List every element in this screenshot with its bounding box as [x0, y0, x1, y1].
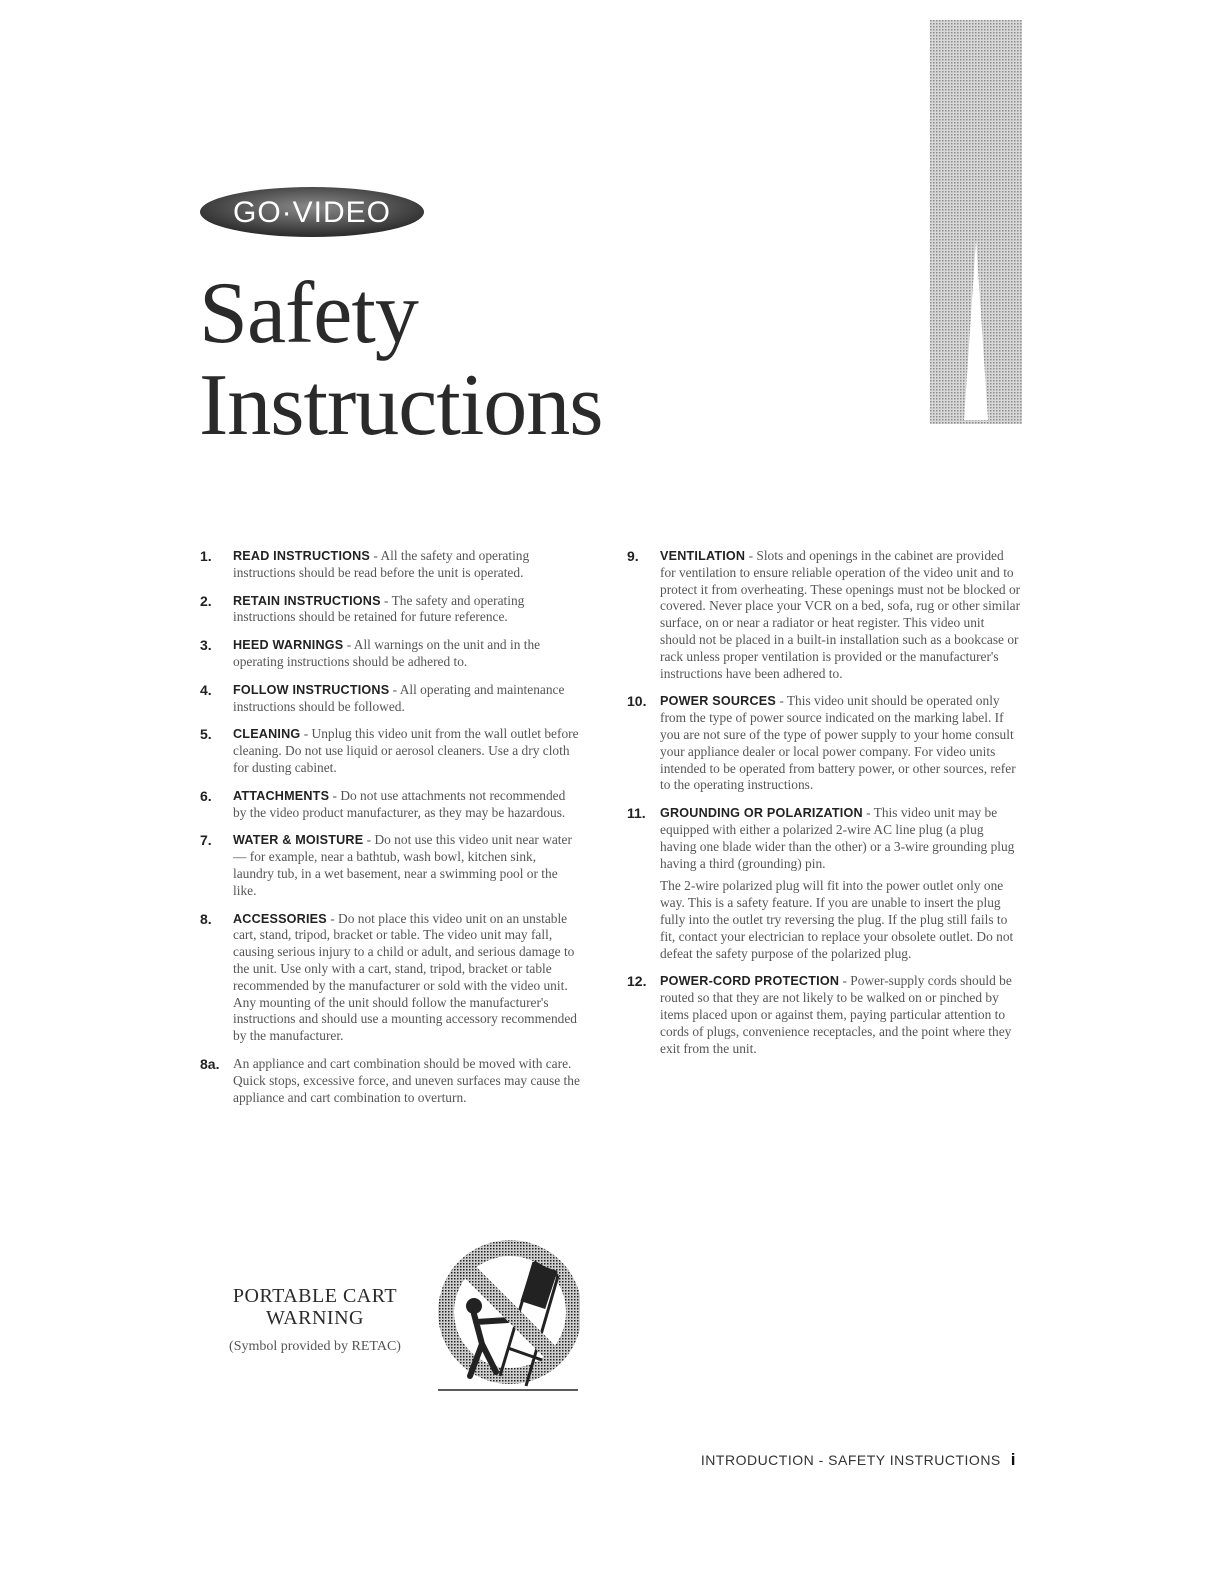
list-item	[627, 805, 1022, 872]
item-number: 12.	[627, 973, 647, 990]
item-number: 7.	[200, 832, 212, 849]
logo-text: GO·VIDEO	[232, 196, 392, 229]
item-text: - This video unit should be operated only from the type of power source indicated on the marking label. If you are not sure of the type of power supply to your home consult your appliance dealer or local power company. For video units intended to be operated from battery power, or other sources, refer to the operating instructions.	[660, 693, 1016, 793]
list-item	[200, 726, 580, 776]
item-number: 8a.	[200, 1055, 220, 1072]
item-text: - Do not use attachments not recommended by the video product manufacturer, as they may be hazardous.	[233, 787, 566, 820]
item-heading: READ INSTRUCTIONS	[233, 549, 371, 563]
portable-cart-warning	[205, 1285, 425, 1355]
item-heading: POWER SOURCES	[660, 694, 776, 709]
title-line-1: Safety	[199, 265, 418, 362]
item-number: 8.	[200, 910, 212, 927]
left-column	[200, 548, 580, 1117]
item-heading: HEED WARNINGS	[233, 638, 344, 653]
item-text: An appliance and cart combination should be moved with care. Quick stops, excessive force, and uneven surfaces may cause the appliance and cart combination to overturn.	[233, 1055, 580, 1105]
item-heading: GROUNDING OR POLARIZATION	[660, 806, 863, 821]
item-paragraph: The 2-wire polarized plug will fit into the power outlet only one way. This is a safety feature. If you are unable to insert the plug fully into the outlet try reversing the plug. If the plug still fails to fit, contact your electrician to replace your obsolete outlet. Do not defeat the safety purpose of the polarized plug.	[660, 878, 1014, 961]
list-item	[200, 911, 580, 1045]
item-number: 6.	[200, 787, 212, 804]
list-item	[627, 548, 1022, 682]
list-item	[627, 693, 1022, 794]
item-heading: CLEANING	[233, 727, 301, 742]
cart-warning-credit: (Symbol provided by RETAC)	[229, 1339, 401, 1354]
list-item	[200, 548, 580, 582]
item-heading: WATER & MOISTURE	[233, 833, 364, 848]
list-item	[200, 593, 580, 627]
list-item	[627, 973, 1022, 1057]
item-heading: POWER-CORD PROTECTION	[660, 974, 840, 989]
item-text: - Slots and openings in the cabinet are provided for ventilation to ensure reliable operation of the video unit and to protect it from overheating. These openings must not be blocked or covered. Never place your VCR on a bed, sofa, rug or other similar surface, on or near a radiator or heat register. This video unit should not be placed in a built-in installation such as a bookcase or rack unless proper ventilation is provided or the manufacturer's instructions have been adhered to.	[660, 548, 1021, 681]
item-number: 4.	[200, 681, 212, 698]
cart-warning-title-line-1: PORTABLE CART	[232, 1285, 398, 1307]
item-number: 5.	[200, 726, 212, 743]
item-text: - All warnings on the unit and in the operating instructions should be adhered to.	[233, 637, 541, 669]
item-heading: VENTILATION	[660, 549, 746, 563]
list-item	[200, 832, 580, 899]
item-text: - This video unit may be equipped with either a polarized 2-wire AC line plug (a plug having one blade wider than the other) or a 3-wire grounding plug having a third (grounding) pin.	[660, 805, 1015, 871]
title-line-2: Instructions	[199, 357, 603, 454]
right-column	[627, 548, 1022, 1068]
item-heading: RETAIN INSTRUCTIONS	[233, 593, 381, 608]
item-text: - Power-supply cords should be routed so that they are not likely to be walked on or pinched by items placed upon or against them, paying particular attention to cords of plugs, convenience receptacles, and the point where they exit from the unit.	[660, 973, 1012, 1056]
page-title	[199, 265, 603, 454]
list-item	[200, 1056, 580, 1106]
item-number: 1.	[200, 548, 212, 564]
list-item	[200, 788, 580, 822]
page-footer	[701, 1450, 1016, 1470]
item-number: 10.	[627, 693, 647, 710]
item-heading: ACCESSORIES	[233, 911, 327, 926]
item-number: 2.	[200, 592, 212, 609]
item-text: - Unplug this video unit from the wall outlet before cleaning. Do not use liquid or aerosol cleaners. Use a dry cloth for dusting cabinet.	[233, 726, 579, 775]
item-number: 11.	[627, 805, 646, 822]
item-text: - Do not place this video unit on an unstable cart, stand, tripod, bracket or table. The video unit may fall, causing serious injury to a child or adult, and serious damage to the unit. Use only with a cart, stand, tripod, bracket or table recommended by the manufacturer or sold with the video unit. Any mounting of the unit should follow the manufacturer's instructions and should use a mounting accessory recommended by the manufacturer.	[233, 910, 577, 1044]
item-number: 3.	[200, 637, 212, 654]
section-tab-decoration	[930, 20, 1022, 424]
cart-warning-title-line-2: WARNING	[266, 1307, 364, 1329]
item-heading: FOLLOW INSTRUCTIONS	[233, 682, 390, 697]
item-number: 9.	[627, 548, 639, 564]
page-number: i	[1010, 1450, 1016, 1469]
footer-section-label: INTRODUCTION - SAFETY INSTRUCTIONS	[700, 1452, 1001, 1468]
go-video-logo	[199, 186, 425, 238]
item-text: - All operating and maintenance instructions should be followed.	[233, 681, 565, 714]
item-heading: ATTACHMENTS	[233, 788, 330, 803]
list-item	[200, 682, 580, 716]
list-item	[200, 637, 580, 671]
item-text: - All the safety and operating instructions should be read before the unit is operated.	[233, 548, 530, 580]
item-text: - The safety and operating instructions should be retained for future reference.	[233, 592, 525, 625]
item-text: - Do not use this video unit near water — for example, near a bathtub, wash bowl, kitchen sink, laundry tub, in a wet basement, near a swimming pool or the like.	[233, 832, 572, 898]
cart-tip-over-warning-icon	[430, 1236, 580, 1392]
